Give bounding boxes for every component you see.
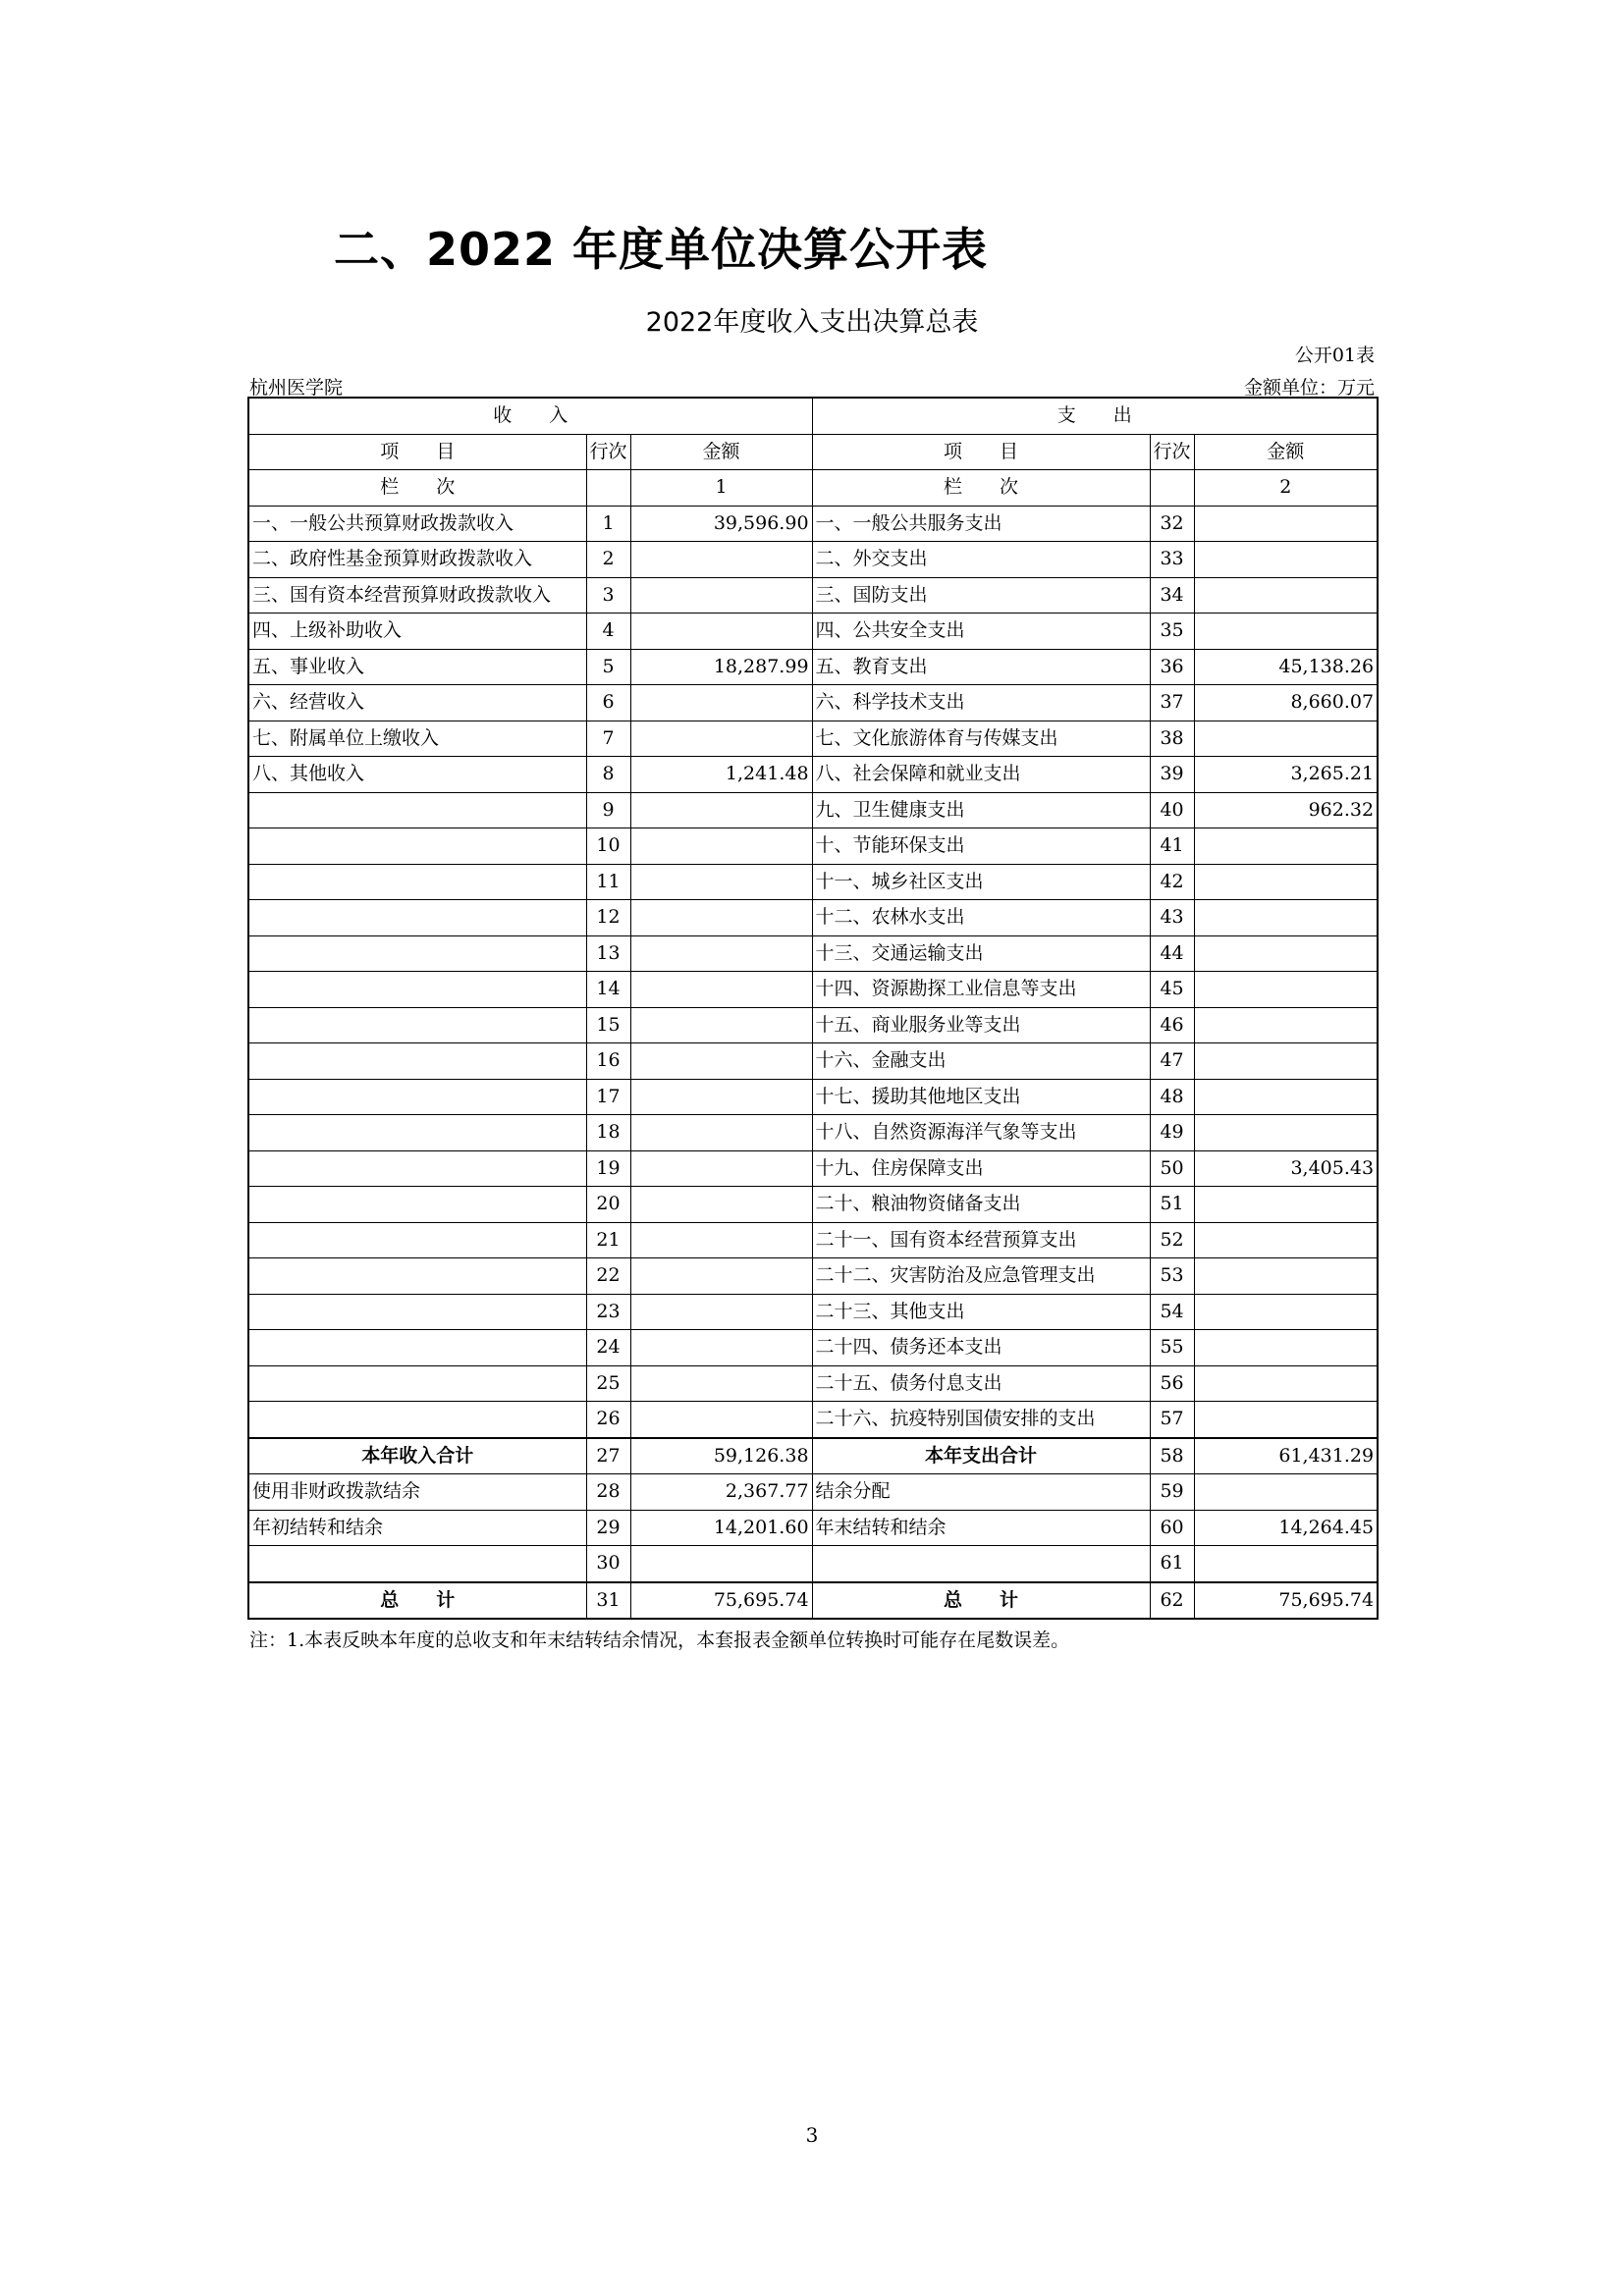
table-row <box>248 1474 1378 1511</box>
income-item <box>248 972 586 1008</box>
income-item <box>248 1365 586 1402</box>
expense-row-number: 35 <box>1150 614 1194 650</box>
expense-amount <box>1194 1115 1378 1151</box>
income-amount-header: 金额 <box>630 434 812 470</box>
income-item: 年初结转和结余 <box>248 1510 586 1546</box>
income-amount <box>630 972 812 1008</box>
table-row <box>248 972 1378 1008</box>
table-row <box>248 1546 1378 1582</box>
expense-amount: 3,265.21 <box>1194 757 1378 793</box>
expense-amount <box>1194 900 1378 936</box>
expense-amount: 962.32 <box>1194 792 1378 828</box>
expense-row-number: 43 <box>1150 900 1194 936</box>
income-amount: 2,367.77 <box>630 1474 812 1511</box>
table-row <box>248 900 1378 936</box>
income-row-number: 19 <box>586 1150 630 1187</box>
expense-row-number: 44 <box>1150 935 1194 972</box>
income-item: 一、一般公共预算财政拨款收入 <box>248 506 586 542</box>
expense-amount <box>1194 1222 1378 1258</box>
income-row-number: 5 <box>586 649 630 685</box>
expense-amount <box>1194 1187 1378 1223</box>
income-amount <box>630 577 812 614</box>
income-amount: 39,596.90 <box>630 506 812 542</box>
expense-row-number: 59 <box>1150 1474 1194 1511</box>
expense-amount <box>1194 1474 1378 1511</box>
expense-amount <box>1194 1294 1378 1330</box>
income-amount <box>630 792 812 828</box>
expense-item: 本年支出合计 <box>812 1438 1150 1474</box>
expense-amount <box>1194 542 1378 578</box>
expense-amount <box>1194 1007 1378 1043</box>
income-row-number: 26 <box>586 1402 630 1438</box>
income-item <box>248 1043 586 1080</box>
form-number: 公开01表 <box>1294 345 1375 366</box>
income-item <box>248 1402 586 1438</box>
table-row <box>248 1115 1378 1151</box>
income-amount <box>630 1330 812 1366</box>
income-item <box>248 1187 586 1223</box>
expense-amount <box>1194 1330 1378 1366</box>
table-row <box>248 1150 1378 1187</box>
table-row <box>248 685 1378 721</box>
expense-item: 二十四、债务还本支出 <box>812 1330 1150 1366</box>
expense-item: 三、国防支出 <box>812 577 1150 614</box>
expense-row-number: 50 <box>1150 1150 1194 1187</box>
expense-row-number: 56 <box>1150 1365 1194 1402</box>
expense-row-number: 39 <box>1150 757 1194 793</box>
income-amount <box>630 1546 812 1582</box>
income-item <box>248 864 586 900</box>
expense-row-number: 53 <box>1150 1258 1194 1295</box>
expense-amount <box>1194 506 1378 542</box>
income-column-index: 1 <box>630 470 812 507</box>
income-amount <box>630 1294 812 1330</box>
table-row <box>248 864 1378 900</box>
expense-row-number: 40 <box>1150 792 1194 828</box>
expense-amount: 8,660.07 <box>1194 685 1378 721</box>
expense-amount <box>1194 1402 1378 1438</box>
income-amount <box>630 1043 812 1080</box>
table-row <box>248 649 1378 685</box>
income-item: 五、事业收入 <box>248 649 586 685</box>
expense-row-number: 54 <box>1150 1294 1194 1330</box>
income-row-number: 7 <box>586 721 630 757</box>
expense-row-number: 57 <box>1150 1402 1194 1438</box>
income-item <box>248 1330 586 1366</box>
expense-row-number: 33 <box>1150 542 1194 578</box>
expense-amount: 75,695.74 <box>1194 1582 1378 1620</box>
income-row-number: 31 <box>586 1582 630 1620</box>
income-amount <box>630 935 812 972</box>
expense-row-number: 34 <box>1150 577 1194 614</box>
income-amount <box>630 1115 812 1151</box>
income-column-label: 栏 次 <box>248 470 586 507</box>
table-row <box>248 828 1378 865</box>
table-row <box>248 614 1378 650</box>
table-row <box>248 1258 1378 1295</box>
table-row <box>248 1294 1378 1330</box>
expense-amount <box>1194 577 1378 614</box>
expense-item: 一、一般公共服务支出 <box>812 506 1150 542</box>
expense-amount: 45,138.26 <box>1194 649 1378 685</box>
expense-amount <box>1194 1258 1378 1295</box>
expense-item: 十八、自然资源海洋气象等支出 <box>812 1115 1150 1151</box>
expense-row-number: 61 <box>1150 1546 1194 1582</box>
income-row-number: 16 <box>586 1043 630 1080</box>
expense-item: 十、节能环保支出 <box>812 828 1150 865</box>
expense-column-blank <box>1150 470 1194 507</box>
income-header: 收 入 <box>248 398 812 434</box>
income-amount <box>630 614 812 650</box>
income-rowno-header: 行次 <box>586 434 630 470</box>
expense-row-number: 41 <box>1150 828 1194 865</box>
expense-amount <box>1194 972 1378 1008</box>
income-amount: 59,126.38 <box>630 1438 812 1474</box>
income-item <box>248 1222 586 1258</box>
expense-row-number: 36 <box>1150 649 1194 685</box>
expense-amount <box>1194 935 1378 972</box>
expense-item <box>812 1546 1150 1582</box>
income-item: 总 计 <box>248 1582 586 1620</box>
income-amount: 1,241.48 <box>630 757 812 793</box>
table-title: 2022年度收入支出决算总表 <box>645 307 979 338</box>
expense-item: 八、社会保障和就业支出 <box>812 757 1150 793</box>
table-row <box>248 542 1378 578</box>
income-column-blank <box>586 470 630 507</box>
income-item <box>248 1079 586 1115</box>
expense-item: 二十、粮油物资储备支出 <box>812 1187 1150 1223</box>
table-row <box>248 1187 1378 1223</box>
income-amount <box>630 1222 812 1258</box>
income-amount <box>630 1402 812 1438</box>
expense-item: 五、教育支出 <box>812 649 1150 685</box>
expense-column-index: 2 <box>1194 470 1378 507</box>
expense-item: 十四、资源勘探工业信息等支出 <box>812 972 1150 1008</box>
income-amount <box>630 1187 812 1223</box>
expense-row-number: 48 <box>1150 1079 1194 1115</box>
income-row-number: 9 <box>586 792 630 828</box>
income-item <box>248 1115 586 1151</box>
income-item: 三、国有资本经营预算财政拨款收入 <box>248 577 586 614</box>
table-row <box>248 1222 1378 1258</box>
table-row <box>248 506 1378 542</box>
income-item: 八、其他收入 <box>248 757 586 793</box>
income-item <box>248 900 586 936</box>
expense-row-number: 38 <box>1150 721 1194 757</box>
income-row-number: 8 <box>586 757 630 793</box>
expense-row-number: 46 <box>1150 1007 1194 1043</box>
income-item: 四、上级补助收入 <box>248 614 586 650</box>
expense-rowno-header: 行次 <box>1150 434 1194 470</box>
income-amount <box>630 1365 812 1402</box>
table-row <box>248 1510 1378 1546</box>
expense-row-number: 49 <box>1150 1115 1194 1151</box>
income-item: 七、附属单位上缴收入 <box>248 721 586 757</box>
expense-row-number: 37 <box>1150 685 1194 721</box>
expense-item: 二、外交支出 <box>812 542 1150 578</box>
header-row-columns <box>248 434 1378 470</box>
table-row <box>248 1079 1378 1115</box>
income-row-number: 18 <box>586 1115 630 1151</box>
expense-item: 十三、交通运输支出 <box>812 935 1150 972</box>
income-row-number: 24 <box>586 1330 630 1366</box>
expense-item-header: 项 目 <box>812 434 1150 470</box>
income-row-number: 21 <box>586 1222 630 1258</box>
expense-item: 结余分配 <box>812 1474 1150 1511</box>
income-amount <box>630 1007 812 1043</box>
income-row-number: 6 <box>586 685 630 721</box>
expense-row-number: 60 <box>1150 1510 1194 1546</box>
organization-name: 杭州医学院 <box>249 377 344 399</box>
income-item <box>248 1007 586 1043</box>
footnote: 注：1.本表反映本年度的总收支和年末结转结余情况，本套报表金额单位转换时可能存在尾数误差。 <box>249 1629 1070 1651</box>
expense-row-number: 45 <box>1150 972 1194 1008</box>
expense-item: 七、文化旅游体育与传媒支出 <box>812 721 1150 757</box>
income-row-number: 2 <box>586 542 630 578</box>
expense-item: 十五、商业服务业等支出 <box>812 1007 1150 1043</box>
income-row-number: 28 <box>586 1474 630 1511</box>
income-item <box>248 1294 586 1330</box>
income-item: 六、经营收入 <box>248 685 586 721</box>
income-row-number: 12 <box>586 900 630 936</box>
income-row-number: 27 <box>586 1438 630 1474</box>
section-title: 二、2022 年度单位决算公开表 <box>334 223 989 276</box>
table-row <box>248 1402 1378 1438</box>
header-row-column-index <box>248 470 1378 507</box>
expense-row-number: 62 <box>1150 1582 1194 1620</box>
expense-item: 六、科学技术支出 <box>812 685 1150 721</box>
expense-column-label: 栏 次 <box>812 470 1150 507</box>
expense-amount <box>1194 721 1378 757</box>
table-row <box>248 1330 1378 1366</box>
income-row-number: 22 <box>586 1258 630 1295</box>
income-row-number: 10 <box>586 828 630 865</box>
expense-item: 十二、农林水支出 <box>812 900 1150 936</box>
income-row-number: 13 <box>586 935 630 972</box>
table-row <box>248 757 1378 793</box>
income-amount: 18,287.99 <box>630 649 812 685</box>
income-item <box>248 1150 586 1187</box>
expense-item: 年末结转和结余 <box>812 1510 1150 1546</box>
expense-amount <box>1194 614 1378 650</box>
expense-item: 十七、援助其他地区支出 <box>812 1079 1150 1115</box>
income-row-number: 20 <box>586 1187 630 1223</box>
income-amount <box>630 900 812 936</box>
income-item: 本年收入合计 <box>248 1438 586 1474</box>
expense-item: 十一、城乡社区支出 <box>812 864 1150 900</box>
income-row-number: 14 <box>586 972 630 1008</box>
income-row-number: 29 <box>586 1510 630 1546</box>
income-row-number: 11 <box>586 864 630 900</box>
expense-row-number: 42 <box>1150 864 1194 900</box>
income-row-number: 23 <box>586 1294 630 1330</box>
income-amount: 14,201.60 <box>630 1510 812 1546</box>
expense-item: 四、公共安全支出 <box>812 614 1150 650</box>
expense-row-number: 47 <box>1150 1043 1194 1080</box>
table-row <box>248 721 1378 757</box>
table-row <box>248 1365 1378 1402</box>
income-row-number: 25 <box>586 1365 630 1402</box>
expense-amount <box>1194 1365 1378 1402</box>
income-amount <box>630 864 812 900</box>
table-row <box>248 1043 1378 1080</box>
page-number: 3 <box>805 2123 819 2147</box>
table-row <box>248 1007 1378 1043</box>
expense-item: 十九、住房保障支出 <box>812 1150 1150 1187</box>
income-row-number: 1 <box>586 506 630 542</box>
expense-amount <box>1194 1043 1378 1080</box>
subtotal-row <box>248 1438 1378 1474</box>
expense-amount: 61,431.29 <box>1194 1438 1378 1474</box>
income-amount <box>630 721 812 757</box>
income-amount <box>630 1079 812 1115</box>
table-row <box>248 577 1378 614</box>
expense-item: 总 计 <box>812 1582 1150 1620</box>
expense-row-number: 51 <box>1150 1187 1194 1223</box>
income-amount <box>630 1258 812 1295</box>
expense-item: 二十一、国有资本经营预算支出 <box>812 1222 1150 1258</box>
expense-row-number: 32 <box>1150 506 1194 542</box>
income-item <box>248 828 586 865</box>
income-amount <box>630 685 812 721</box>
income-item <box>248 1546 586 1582</box>
expense-item: 二十二、灾害防治及应急管理支出 <box>812 1258 1150 1295</box>
table-row <box>248 792 1378 828</box>
income-row-number: 3 <box>586 577 630 614</box>
expense-amount <box>1194 1546 1378 1582</box>
income-item <box>248 935 586 972</box>
income-expense-table <box>247 397 1379 1620</box>
expense-amount <box>1194 864 1378 900</box>
income-item: 使用非财政拨款结余 <box>248 1474 586 1511</box>
expense-item: 九、卫生健康支出 <box>812 792 1150 828</box>
expense-amount <box>1194 828 1378 865</box>
income-row-number: 17 <box>586 1079 630 1115</box>
income-amount: 75,695.74 <box>630 1582 812 1620</box>
expense-row-number: 55 <box>1150 1330 1194 1366</box>
expense-header: 支 出 <box>812 398 1378 434</box>
expense-item: 十六、金融支出 <box>812 1043 1150 1080</box>
amount-unit: 金额单位：万元 <box>1243 377 1375 399</box>
income-amount <box>630 828 812 865</box>
table-row <box>248 935 1378 972</box>
expense-amount: 3,405.43 <box>1194 1150 1378 1187</box>
income-row-number: 15 <box>586 1007 630 1043</box>
income-item: 二、政府性基金预算财政拨款收入 <box>248 542 586 578</box>
income-amount <box>630 542 812 578</box>
expense-item: 二十六、抗疫特别国债安排的支出 <box>812 1402 1150 1438</box>
expense-amount <box>1194 1079 1378 1115</box>
income-item <box>248 1258 586 1295</box>
income-item <box>248 792 586 828</box>
expense-amount-header: 金额 <box>1194 434 1378 470</box>
income-item-header: 项 目 <box>248 434 586 470</box>
expense-row-number: 52 <box>1150 1222 1194 1258</box>
expense-row-number: 58 <box>1150 1438 1194 1474</box>
total-row <box>248 1582 1378 1620</box>
header-row-section <box>248 398 1378 434</box>
income-row-number: 4 <box>586 614 630 650</box>
income-row-number: 30 <box>586 1546 630 1582</box>
expense-item: 二十三、其他支出 <box>812 1294 1150 1330</box>
expense-item: 二十五、债务付息支出 <box>812 1365 1150 1402</box>
income-amount <box>630 1150 812 1187</box>
expense-amount: 14,264.45 <box>1194 1510 1378 1546</box>
